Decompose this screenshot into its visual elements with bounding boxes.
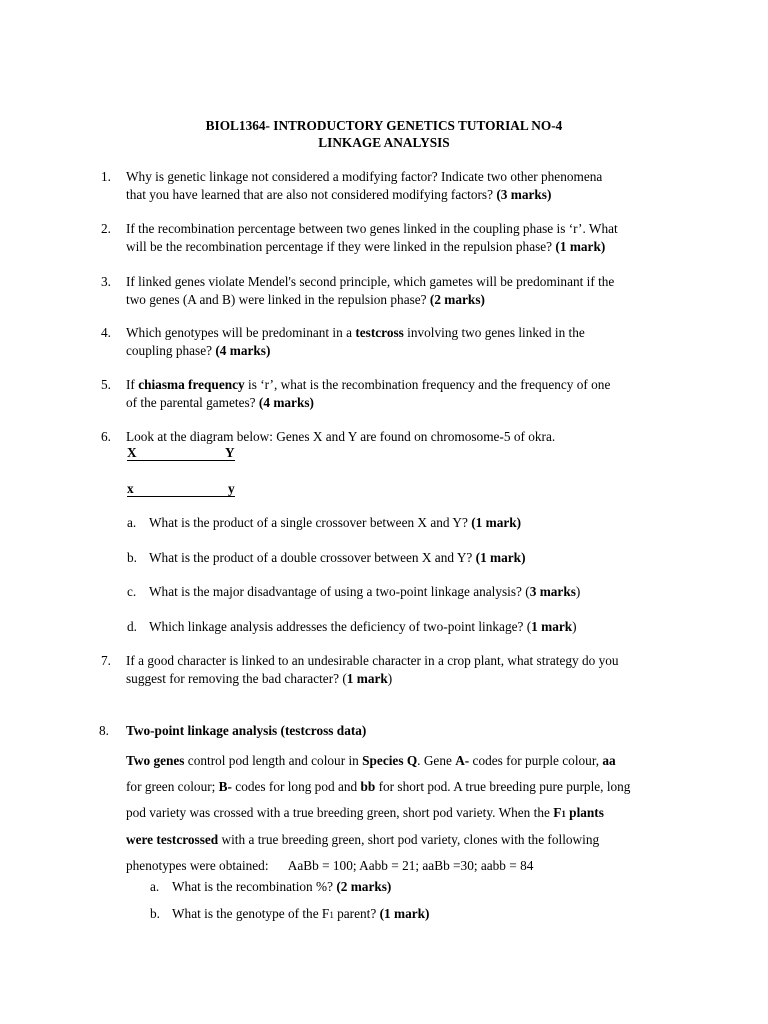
question-text: that you have learned that are also not considered modifying factors? — [126, 186, 494, 202]
question-4 — [126, 324, 696, 359]
sub-question-letter: b. — [127, 550, 137, 565]
question-8 — [126, 722, 692, 879]
question-text: Look at the diagram below: Genes X and Y are found on chromosome-5 of okra. — [126, 429, 556, 444]
subscript: 1 — [329, 910, 334, 920]
key-term: B- — [218, 779, 232, 794]
gene-label-x: x — [127, 481, 134, 496]
key-term: chiasma frequency — [138, 377, 245, 392]
question-text: suggest for removing the bad character? ( — [126, 670, 347, 686]
question-text: If a good character is linked to an undesirable character in a crop plant, what strategy do you — [126, 653, 619, 668]
question-3 — [126, 273, 696, 308]
question-text: for short pod. A true breeding pure purple, long — [375, 779, 631, 794]
question-number: 3. — [101, 274, 111, 289]
marks: 3 marks — [529, 584, 576, 599]
question-text: coupling phase? — [126, 342, 213, 358]
question-text: What is the product of a single crossover between X and Y? — [149, 515, 468, 530]
question-heading: Two-point linkage analysis (testcross data) — [126, 723, 367, 738]
question-text: What is the major disadvantage of using a two-point linkage analysis? ( — [149, 584, 530, 599]
phenotype-data: phenotypes were obtained: AaBb = 100; Aabb = 21; aaBb =30; aabb = 84 — [126, 858, 534, 873]
question-text: . Gene — [417, 753, 456, 768]
marks: (1 mark) — [471, 515, 522, 530]
question-7 — [126, 652, 696, 687]
marks: 1 mark — [346, 670, 388, 686]
question-6b — [149, 549, 709, 567]
question-6c — [149, 583, 709, 601]
question-8a — [172, 878, 712, 896]
question-text: Which genotypes will be predominant in a — [126, 325, 352, 340]
question-6a — [149, 514, 709, 532]
question-text: ) — [572, 619, 577, 634]
question-text: codes for long pod and — [231, 779, 361, 794]
question-text: What is the product of a double crossover between X and Y? — [149, 550, 473, 565]
question-number: 1. — [101, 169, 111, 184]
question-text: ) — [387, 670, 393, 686]
question-6 — [126, 428, 696, 446]
question-text: involving two genes linked in the — [407, 325, 585, 340]
question-text: If — [126, 377, 135, 392]
question-text: codes for purple colour, — [469, 753, 603, 768]
question-text: control pod length and colour in — [184, 753, 363, 768]
marks: (2 marks) — [429, 291, 485, 307]
marks: (2 marks) — [336, 879, 392, 894]
sub-question-letter: a. — [127, 515, 137, 530]
key-term: A- — [455, 753, 470, 768]
key-term: testcross — [355, 325, 404, 340]
question-number: 7. — [101, 653, 111, 668]
question-number: 4. — [101, 325, 111, 340]
sub-question-letter: c. — [127, 584, 137, 599]
question-text: What is the genotype of the F — [172, 906, 330, 921]
question-5 — [126, 376, 696, 411]
marks: (1 mark) — [379, 906, 430, 921]
question-text: with a true breeding green, short pod variety, clones with the following — [218, 832, 600, 847]
gene-label-Y: Y — [225, 445, 235, 460]
key-term: Species Q — [362, 753, 418, 768]
subscript: 1 — [561, 809, 566, 819]
question-text: What is the recombination %? — [172, 879, 333, 894]
sub-question-letter: a. — [150, 879, 160, 894]
question-text: two genes (A and B) were linked in the repulsion phase? — [126, 291, 427, 307]
marks: (3 marks) — [496, 186, 552, 202]
key-term: were testcrossed — [126, 832, 219, 847]
sub-question-letter: d. — [127, 619, 137, 634]
question-text: If linked genes violate Mendel's second principle, which gametes will be predominant if the — [126, 274, 615, 289]
sub-question-letter: b. — [150, 906, 160, 921]
question-text: is ‘r’, what is the recombination frequency and the frequency of one — [248, 377, 611, 392]
question-2 — [126, 220, 696, 255]
question-body — [126, 748, 692, 879]
marks: (1 mark) — [475, 550, 526, 565]
question-number: 2. — [101, 221, 111, 236]
question-text: If the recombination percentage between two genes linked in the coupling phase is ‘r’. What — [126, 221, 618, 236]
question-text: Which linkage analysis addresses the deficiency of two-point linkage? ( — [149, 619, 532, 634]
key-term: plants — [565, 805, 604, 820]
key-term: bb — [360, 779, 376, 794]
document-subtitle: LINKAGE ANALYSIS — [318, 135, 450, 150]
question-6d — [149, 618, 709, 636]
question-text: pod variety was crossed with a true breeding green, short pod variety. When the — [126, 805, 554, 820]
marks: (4 marks) — [258, 394, 314, 410]
key-term: Two genes — [126, 753, 185, 768]
question-1 — [126, 168, 696, 203]
question-number: 6. — [101, 429, 111, 444]
gene-label-X: X — [127, 445, 137, 460]
key-term: F — [553, 805, 562, 820]
key-term: aa — [602, 753, 616, 768]
question-text: parent? — [333, 906, 377, 921]
marks: (4 marks) — [215, 342, 271, 358]
gene-label-y: y — [228, 481, 235, 496]
question-number: 5. — [101, 377, 111, 392]
marks: (1 mark) — [555, 238, 606, 254]
chromosome-line-upper — [127, 444, 235, 461]
document-title: BIOL1364- INTRODUCTORY GENETICS TUTORIAL NO-4 — [205, 118, 563, 133]
question-number: 8. — [99, 723, 109, 738]
question-text: for green colour; — [126, 779, 219, 794]
marks: 1 mark — [531, 619, 573, 634]
question-text: Why is genetic linkage not considered a modifying factor? Indicate two other phenomena — [126, 169, 603, 184]
question-text: of the parental gametes? — [126, 394, 256, 410]
chromosome-line-lower — [127, 480, 235, 497]
question-8b — [172, 905, 712, 925]
question-text: ) — [575, 584, 581, 599]
question-text: will be the recombination percentage if they were linked in the repulsion phase? — [126, 238, 553, 254]
